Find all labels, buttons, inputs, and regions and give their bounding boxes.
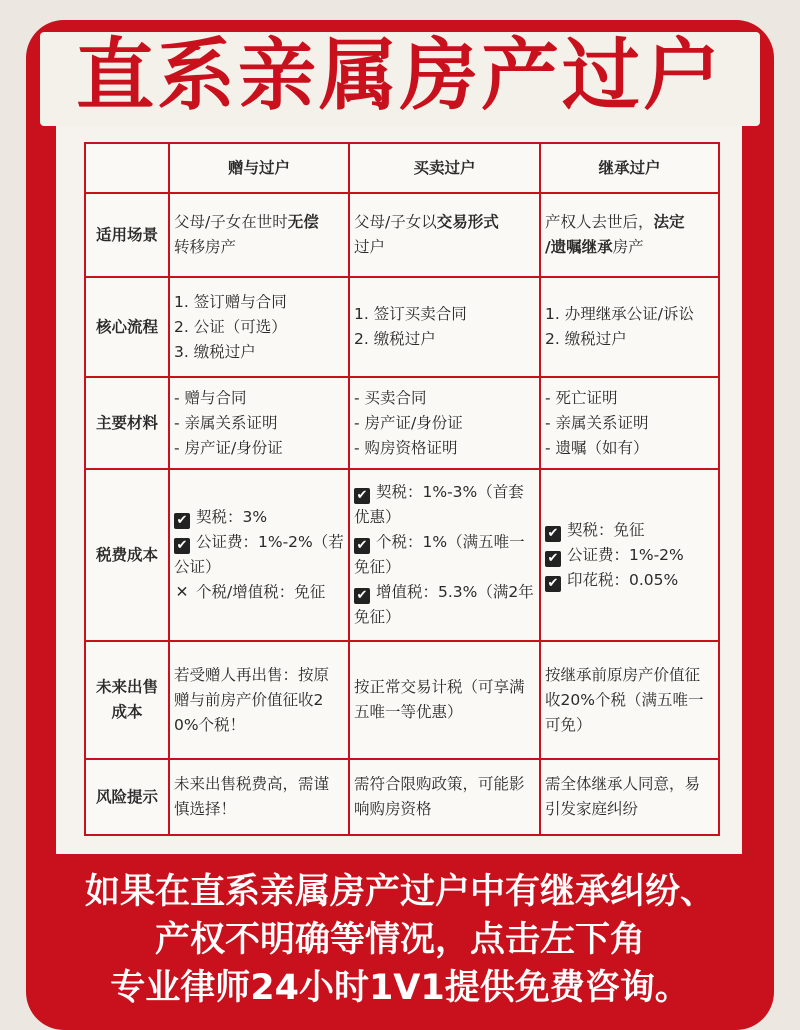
- cell-text: - 死亡证明: [545, 388, 618, 407]
- cell-text: 契税：1%-3%（首套优惠）: [354, 483, 524, 526]
- checkbox-checked-icon: ✔: [174, 538, 190, 554]
- emphasis-text: 法定: [653, 213, 685, 231]
- row-label: 适用场景: [85, 193, 169, 277]
- cell-text: - 买卖合同: [354, 388, 427, 407]
- cell-gift: [169, 277, 349, 377]
- cell-text: - 遗嘱（如有）: [545, 438, 649, 457]
- cell-sale: [349, 277, 540, 377]
- cell-text: 公证费：1%-2%（若公证）: [174, 533, 344, 576]
- cell-text: 1. 签订赠与合同: [174, 292, 287, 311]
- cell-text: 未来出售税费高，需谨慎选择！: [174, 775, 330, 818]
- cell-line: [545, 543, 714, 568]
- cell-sale: [349, 469, 540, 641]
- cell-inherit: [540, 377, 719, 469]
- cell-line: [354, 235, 535, 260]
- cell-line: [545, 302, 714, 327]
- footer-line: 产权不明确等情况，点击左下角: [154, 920, 645, 960]
- column-header-inherit: 继承过户: [540, 143, 719, 193]
- cell-line: [354, 580, 535, 630]
- cell-text: - 赠与合同: [174, 388, 247, 407]
- cell-line: [545, 411, 714, 436]
- row-label: 税费成本: [85, 469, 169, 641]
- cell-line: [174, 436, 344, 461]
- header-corner: [85, 143, 169, 193]
- cell-line: [174, 411, 344, 436]
- cell-line: [354, 530, 535, 580]
- row-label: 主要材料: [85, 377, 169, 469]
- cell-line: [545, 772, 714, 822]
- cell-line: [174, 386, 344, 411]
- cell-gift: [169, 469, 349, 641]
- cell-line: [354, 210, 535, 235]
- row-label: 未来出售成本: [85, 641, 169, 759]
- table-header-row: [85, 143, 719, 193]
- cell-text: - 亲属关系证明: [545, 413, 649, 432]
- cell-line: [545, 436, 714, 461]
- checkbox-checked-icon: ✔: [545, 551, 561, 567]
- row-label: 风险提示: [85, 759, 169, 835]
- cell-gift: [169, 377, 349, 469]
- emphasis-text: 无偿: [287, 213, 319, 231]
- cell-text: 契税：3%: [196, 508, 268, 526]
- cell-text: 个税/增值税：免征: [196, 583, 326, 601]
- cell-line: [354, 772, 535, 822]
- checkbox-checked-icon: ✔: [545, 526, 561, 542]
- table-row-risk-note: [85, 759, 719, 835]
- cell-text: 印花税：0.05%: [567, 570, 679, 589]
- cell-text: 产权人去世后，: [545, 213, 654, 231]
- cell-inherit: [540, 469, 719, 641]
- cell-line: [545, 327, 714, 352]
- cell-sale: [349, 759, 540, 835]
- checkbox-checked-icon: ✔: [354, 538, 370, 554]
- cell-line: [174, 340, 344, 365]
- cell-line: [174, 530, 344, 580]
- cell-line: [545, 568, 714, 593]
- cell-line: [174, 505, 344, 530]
- cell-text: 3. 缴税过户: [174, 342, 256, 361]
- cell-inherit: [540, 759, 719, 835]
- cell-text: 1. 办理继承公证/诉讼: [545, 305, 694, 323]
- cell-line: [174, 580, 344, 605]
- cell-line: [545, 210, 714, 235]
- cell-inherit: [540, 277, 719, 377]
- cell-gift: [169, 641, 349, 759]
- cell-line: [545, 663, 714, 738]
- cell-text: - 亲属关系证明: [174, 413, 278, 432]
- column-header-sale: 买卖过户: [349, 143, 540, 193]
- cell-line: [354, 436, 535, 461]
- column-header-gift: 赠与过户: [169, 143, 349, 193]
- cell-text: 房产: [612, 238, 644, 256]
- cell-line: [174, 290, 344, 315]
- cell-text: 过户: [354, 238, 386, 256]
- cell-text: 契税：免征: [567, 520, 645, 539]
- cell-gift: [169, 193, 349, 277]
- cell-text: 转移房产: [174, 238, 237, 256]
- cell-inherit: [540, 193, 719, 277]
- cell-line: [545, 235, 714, 260]
- cell-text: - 房产证/身份证: [174, 438, 283, 457]
- cell-text: 2. 公证（可选）: [174, 317, 287, 336]
- footer-line: 如果在直系亲属房产过户中有继承纠纷、: [84, 872, 715, 912]
- cell-sale: [349, 377, 540, 469]
- footer-callout: [40, 868, 760, 1012]
- cell-text: 公证费：1%-2%: [567, 545, 684, 564]
- cell-line: [174, 235, 344, 260]
- footer-line: 专业律师24小时1V1提供免费咨询。: [110, 968, 690, 1008]
- emphasis-text: /遗嘱继承: [545, 238, 613, 256]
- cell-gift: [169, 759, 349, 835]
- checkbox-checked-icon: ✔: [354, 488, 370, 504]
- cell-line: [354, 327, 535, 352]
- cell-line: [174, 663, 344, 738]
- cell-text: - 购房资格证明: [354, 438, 458, 457]
- cell-line: [545, 386, 714, 411]
- cell-sale: [349, 641, 540, 759]
- cell-text: - 房产证/身份证: [354, 413, 463, 432]
- cell-line: [354, 411, 535, 436]
- table-row-future-sale-cost: [85, 641, 719, 759]
- cell-text: 个税：1%（满五唯一免征）: [354, 533, 525, 576]
- cell-line: [174, 315, 344, 340]
- cell-line: [354, 302, 535, 327]
- cell-text: 2. 缴税过户: [545, 330, 627, 348]
- cell-line: [174, 772, 344, 822]
- cell-text: 1. 签订买卖合同: [354, 305, 467, 323]
- comparison-table: [84, 142, 720, 836]
- cell-line: [354, 386, 535, 411]
- cell-text: 按正常交易计税（可享满五唯一等优惠）: [354, 678, 525, 721]
- cell-line: [354, 480, 535, 530]
- cell-line: [174, 210, 344, 235]
- cross-icon: ✕: [175, 583, 189, 601]
- cell-text: 父母/子女以: [354, 213, 437, 231]
- row-label: 核心流程: [85, 277, 169, 377]
- page-title: 直系亲属房产过户: [75, 30, 724, 121]
- table-row-scenario: [85, 193, 719, 277]
- cell-text: 需全体继承人同意，易引发家庭纠纷: [545, 775, 701, 818]
- checkbox-checked-icon: ✔: [354, 588, 370, 604]
- cell-text: 2. 缴税过户: [354, 330, 436, 348]
- cell-text: 增值税：5.3%（满2年免征）: [354, 583, 534, 626]
- checkbox-checked-icon: ✔: [174, 513, 190, 529]
- table-row-materials: [85, 377, 719, 469]
- cell-text: 若受赠人再出售：按原赠与前房产价值征收20%个税！: [174, 665, 330, 734]
- cell-text: 需符合限购政策，可能影响购房资格: [354, 775, 525, 818]
- cell-sale: [349, 193, 540, 277]
- checkbox-checked-icon: ✔: [545, 576, 561, 592]
- emphasis-text: 交易形式: [436, 213, 499, 231]
- cell-line: [545, 518, 714, 543]
- table-row-process: [85, 277, 719, 377]
- table-row-tax-cost: [85, 469, 719, 641]
- cell-text: 父母/子女在世时: [174, 213, 288, 231]
- cell-line: [354, 675, 535, 725]
- cell-inherit: [540, 641, 719, 759]
- cell-text: 按继承前原房产价值征收20%个税（满五唯一可免）: [545, 665, 704, 734]
